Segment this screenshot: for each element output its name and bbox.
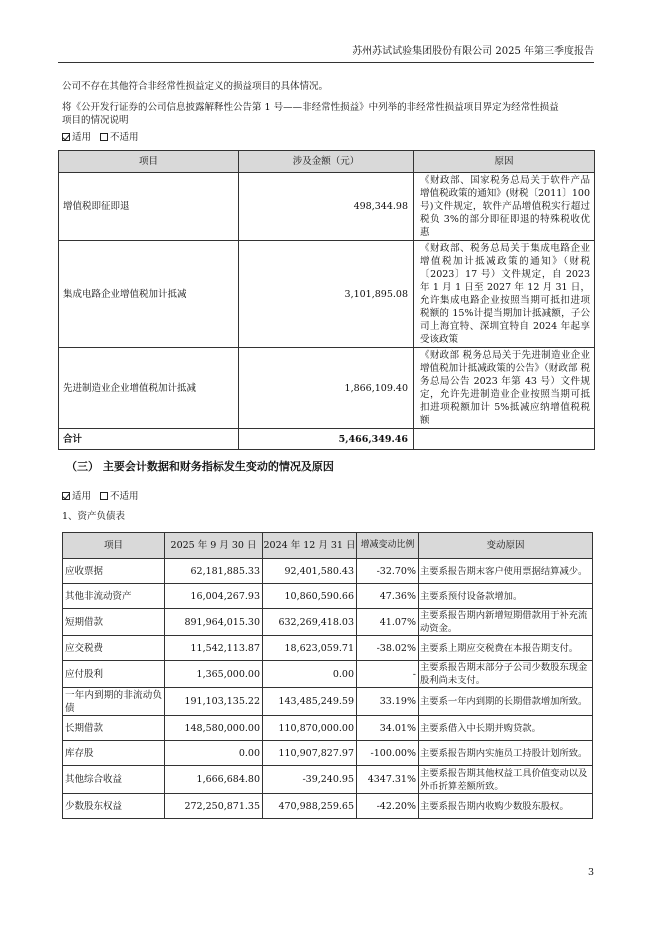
col-header-reason: 变动原因: [419, 533, 593, 559]
row-change: -42.20%: [357, 794, 419, 819]
total-amount: 5,466,349.46: [239, 429, 414, 450]
row-prior: 470,988,259.65: [263, 794, 357, 819]
row-reason: 主要系报告期末客户使用票据结算减少。: [419, 559, 593, 584]
row-current: 272,250,871.35: [165, 794, 263, 819]
intro-line-3: 项目的情况说明: [62, 115, 129, 126]
row-change: 34.01%: [357, 716, 419, 741]
page-header: [58, 39, 594, 63]
table-row: [59, 348, 595, 429]
table-row: [63, 584, 593, 609]
non-recurring-items-table: [58, 150, 595, 450]
table-row: [63, 741, 593, 766]
balance-sheet-table: [62, 532, 593, 819]
row-reason: 《财政部 税务总局关于先进制造业企业增值税加计抵减政策的公告》（财政部 税务总局公告 2023 年第 43 号）文件规定，允许先进制造业企业按照当期可抵扣进项税额加计 5%抵减应纳增值税税额: [414, 348, 595, 429]
row-amount: 3,101,895.08: [239, 241, 414, 348]
row-reason: 主要系报告期内实施员工持股计划所致。: [419, 741, 593, 766]
row-reason: 主要系借入中长期并购贷款。: [419, 716, 593, 741]
not-applicable-label: 不适用: [110, 491, 139, 502]
table-header-row: [59, 151, 595, 173]
checked-box-icon[interactable]: [62, 133, 70, 141]
row-reason: 主要系一年内到期的长期借款增加所致。: [419, 688, 593, 716]
intro-line-1: 公司不存在其他符合非经常性损益定义的损益项目的具体情况。: [62, 81, 329, 92]
row-item: 增值税即征即退: [59, 173, 239, 241]
row-change: 4347.31%: [357, 766, 419, 794]
row-item: 先进制造业企业增值税加计抵减: [59, 348, 239, 429]
page-number: 3: [587, 867, 594, 878]
row-item: 其他综合收益: [63, 766, 165, 794]
row-reason: 主要系报告期内新增短期借款用于补充流动资金。: [419, 609, 593, 636]
row-item: 库存股: [63, 741, 165, 766]
row-amount: 1,866,109.40: [239, 348, 414, 429]
row-item: 短期借款: [63, 609, 165, 636]
table-row: [63, 716, 593, 741]
row-change: 41.07%: [357, 609, 419, 636]
row-reason: 主要系报告期末部分子公司少数股东现金股利尚未支付。: [419, 661, 593, 688]
table-row: [63, 794, 593, 819]
row-change: 33.19%: [357, 688, 419, 716]
row-item: 应收票据: [63, 559, 165, 584]
row-reason: 《财政部、税务总局关于集成电路企业增值税加计抵减政策的通知》（财税〔2023〕17 号）文件规定，自 2023 年 1 月 1 日至 2027 年 12 月 31 日，允许集成电路企业按照当期可抵扣进项税额的 15%计提当期加计抵减额，子公司上海宜特、深圳宜特自 2024 年起享受该政策: [414, 241, 595, 348]
table-row: [63, 609, 593, 636]
row-reason: 主要系报告期其他权益工具价值变动以及外币折算差额所致。: [419, 766, 593, 794]
table-row: [63, 559, 593, 584]
unchecked-box-icon[interactable]: [100, 492, 108, 500]
applicable-label: 适用: [72, 491, 92, 502]
row-item: 一年内到期的非流动负债: [63, 688, 165, 716]
row-current: 148,580,000.00: [165, 716, 263, 741]
row-item: 集成电路企业增值税加计抵减: [59, 241, 239, 348]
col-header-item: 项目: [63, 533, 165, 559]
applicability-check-1: [62, 131, 139, 145]
row-item: 应付股利: [63, 661, 165, 688]
row-reason: 主要系上期应交税费在本报告期支付。: [419, 636, 593, 661]
row-change: -: [357, 661, 419, 688]
table-row: [59, 241, 595, 348]
row-prior: -39,240.95: [263, 766, 357, 794]
row-prior: 632,269,418.03: [263, 609, 357, 636]
applicable-label: 适用: [72, 132, 92, 143]
row-prior: 18,623,059.71: [263, 636, 357, 661]
row-change: 47.36%: [357, 584, 419, 609]
row-reason: 《财政部、国家税务总局关于软件产品增值税政策的通知》(财税〔2011〕100 号)文件规定，软件产品增值税实行超过税负 3%的部分即征即退的特殊税收优惠: [414, 173, 595, 241]
row-current: 891,964,015.30: [165, 609, 263, 636]
row-change: -100.00%: [357, 741, 419, 766]
applicability-check-2: [62, 490, 139, 504]
table-header-row: [63, 533, 593, 559]
table-row: [63, 688, 593, 716]
balance-sheet-subtitle: 1、资产负债表: [62, 511, 126, 522]
col-header-reason: 原因: [414, 151, 595, 173]
table-row: [59, 173, 595, 241]
col-header-change: 增减变动比例: [357, 533, 419, 559]
row-prior: 0.00: [263, 661, 357, 688]
total-reason: [414, 429, 595, 450]
table-row: [63, 766, 593, 794]
table-row: [63, 636, 593, 661]
row-reason: 主要系报告期内收购少数股东股权。: [419, 794, 593, 819]
row-change: -38.02%: [357, 636, 419, 661]
col-header-amount: 涉及金额（元）: [239, 151, 414, 173]
row-current: 1,666,684.80: [165, 766, 263, 794]
section-heading: （三） 主要会计数据和财务指标发生变动的情况及原因: [66, 460, 334, 473]
row-prior: 92,401,580.43: [263, 559, 357, 584]
intro-line-2: 将《公开发行证券的公司信息披露解释性公告第 1 号——非经常性损益》中列举的非经常性损益项目界定为经常性损益: [62, 102, 559, 113]
row-current: 11,542,113.87: [165, 636, 263, 661]
total-row: [59, 429, 595, 450]
col-header-item: 项目: [59, 151, 239, 173]
row-current: 0.00: [165, 741, 263, 766]
not-applicable-label: 不适用: [110, 132, 139, 143]
row-current: 1,365,000.00: [165, 661, 263, 688]
row-prior: 110,907,827.97: [263, 741, 357, 766]
row-amount: 498,344.98: [239, 173, 414, 241]
row-prior: 10,860,590.66: [263, 584, 357, 609]
row-prior: 143,485,249.59: [263, 688, 357, 716]
header-title: 苏州苏试试验集团股份有限公司 2025 年第三季度报告: [352, 46, 594, 57]
row-reason: 主要系预付设备款增加。: [419, 584, 593, 609]
total-label: 合计: [59, 429, 239, 450]
col-header-current: 2025 年 9 月 30 日: [165, 533, 263, 559]
unchecked-box-icon[interactable]: [100, 133, 108, 141]
row-item: 少数股东权益: [63, 794, 165, 819]
row-item: 其他非流动资产: [63, 584, 165, 609]
col-header-prior: 2024 年 12 月 31 日: [263, 533, 357, 559]
row-current: 191,103,135.22: [165, 688, 263, 716]
row-change: -32.70%: [357, 559, 419, 584]
row-current: 16,004,267.93: [165, 584, 263, 609]
row-prior: 110,870,000.00: [263, 716, 357, 741]
row-item: 长期借款: [63, 716, 165, 741]
row-item: 应交税费: [63, 636, 165, 661]
table-row: [63, 661, 593, 688]
row-current: 62,181,885.33: [165, 559, 263, 584]
checked-box-icon[interactable]: [62, 492, 70, 500]
